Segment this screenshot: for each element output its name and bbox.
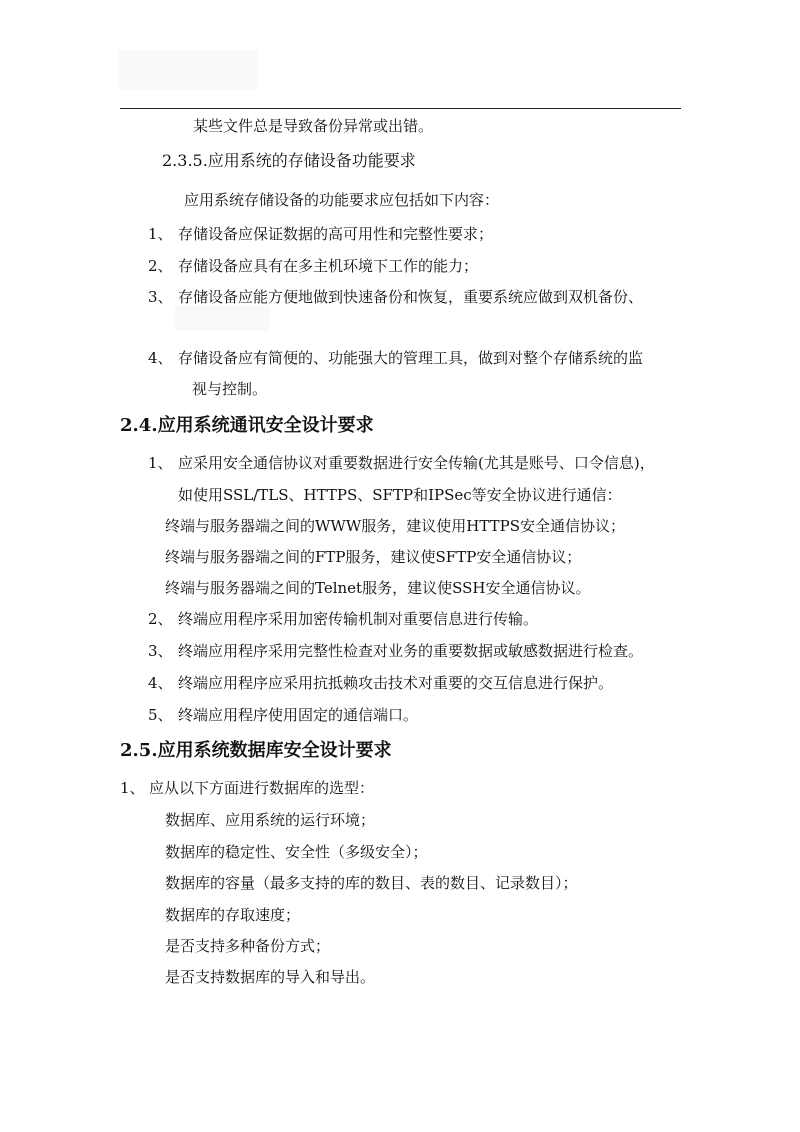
sub-item: 是否支持多种备份方式； xyxy=(165,937,331,955)
list-text: 应采用安全通信协议对重要数据进行安全传输(尤其是账号、口令信息)， xyxy=(178,454,655,472)
header-smudge xyxy=(118,50,258,90)
sub-item: 数据库的容量（最多支持的库的数目、表的数目、记录数目）； xyxy=(165,874,578,892)
list-item xyxy=(148,453,655,473)
list-continuation: 视与控制。 xyxy=(192,380,268,398)
sub-item: 数据库的存取速度； xyxy=(165,906,301,924)
sub-item: 数据库、应用系统的运行环境； xyxy=(165,811,376,829)
list-item xyxy=(120,778,374,798)
list-text: 应从以下方面进行数据库的选型： xyxy=(149,779,375,797)
list-item xyxy=(148,641,643,661)
list-number: 2、 xyxy=(148,257,173,275)
scan-smudge xyxy=(175,305,270,331)
list-item xyxy=(148,224,493,244)
list-item xyxy=(148,673,613,693)
list-number: 5、 xyxy=(148,706,173,724)
list-item xyxy=(148,256,478,276)
list-text: 终端应用程序采用加密传输机制对重要信息进行传输。 xyxy=(178,610,539,628)
sub-item: 数据库的稳定性、安全性（多级安全）； xyxy=(165,843,428,861)
list-item xyxy=(148,287,643,307)
list-number: 4、 xyxy=(148,349,173,367)
list-continuation: 如使用SSL/TLS、HTTPS、SFTP和IPSec等安全协议进行通信： xyxy=(178,486,622,504)
list-number: 3、 xyxy=(148,288,173,306)
list-number: 1、 xyxy=(120,779,145,797)
section-heading-2-3-5: 2.3.5.应用系统的存储设备功能要求 xyxy=(162,151,416,170)
list-text: 存储设备应有简便的、功能强大的管理工具，做到对整个存储系统的监 xyxy=(178,349,644,367)
list-text: 终端应用程序使用固定的通信端口。 xyxy=(178,706,419,724)
list-text: 存储设备应保证数据的高可用性和完整性要求； xyxy=(178,225,494,243)
list-number: 1、 xyxy=(148,454,173,472)
sub-item: 终端与服务器端之间的Telnet服务，建议使SSH安全通信协议。 xyxy=(165,579,591,597)
list-item xyxy=(148,348,643,368)
list-text: 终端应用程序应采用抗抵赖攻击技术对重要的交互信息进行保护。 xyxy=(178,674,614,692)
continuation-text: 某些文件总是导致备份异常或出错。 xyxy=(193,117,434,135)
list-number: 4、 xyxy=(148,674,173,692)
list-item xyxy=(148,705,418,725)
list-text: 存储设备应能方便地做到快速备份和恢复，重要系统应做到双机备份、 xyxy=(178,288,644,306)
section-intro: 应用系统存储设备的功能要求应包括如下内容： xyxy=(184,191,500,209)
list-number: 1、 xyxy=(148,225,173,243)
sub-item: 终端与服务器端之间的WWW服务，建议使用HTTPS安全通信协议； xyxy=(165,517,625,535)
section-heading-2-5: 2.5.应用系统数据库安全设计要求 xyxy=(120,740,392,761)
list-number: 2、 xyxy=(148,610,173,628)
list-text: 存储设备应具有在多主机环境下工作的能力； xyxy=(178,257,479,275)
section-heading-2-4: 2.4.应用系统通讯安全设计要求 xyxy=(120,415,374,436)
list-item xyxy=(148,609,538,629)
sub-item: 终端与服务器端之间的FTP服务，建议使SFTP安全通信协议； xyxy=(165,548,582,566)
list-number: 3、 xyxy=(148,642,173,660)
list-text: 终端应用程序采用完整性检查对业务的重要数据或敏感数据进行检查。 xyxy=(178,642,644,660)
sub-item: 是否支持数据库的导入和导出。 xyxy=(165,968,376,986)
header-rule xyxy=(120,108,681,109)
